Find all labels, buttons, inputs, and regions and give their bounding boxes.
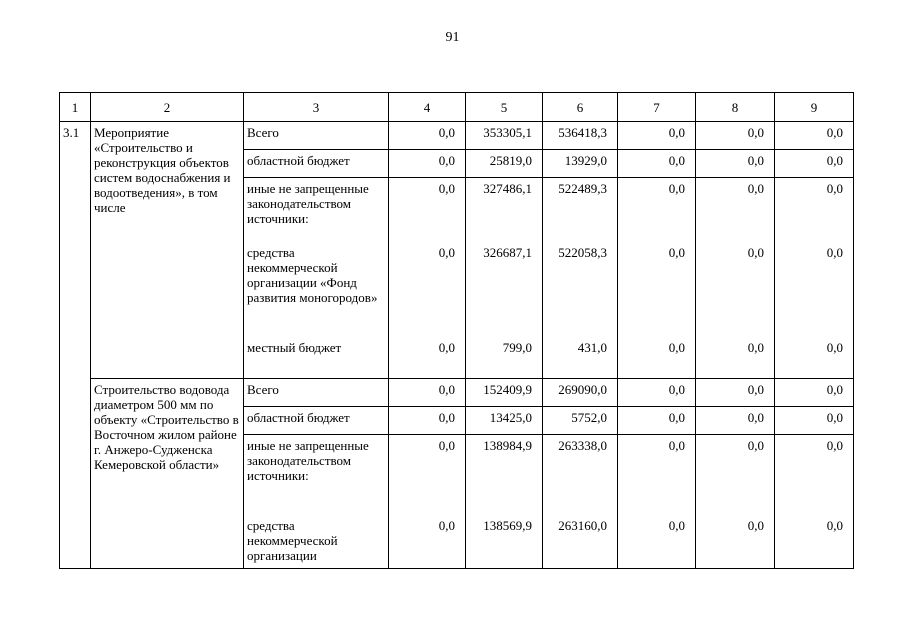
value-cell: 0,0 [696, 407, 775, 435]
value-cell: 0,0 [618, 407, 696, 435]
header-cell: 4 [389, 93, 466, 122]
measure-name: Мероприятие «Строительство и реконструкция объектов систем водоснабжения и водоотведения», в том числе [91, 122, 244, 379]
source-label: средства некоммерческой организации [244, 515, 389, 569]
value-cell: 431,0 [543, 337, 618, 379]
source-label: средства некоммерческой организации «Фонд развития моногородов» [244, 242, 389, 337]
value-cell: 0,0 [696, 379, 775, 407]
header-cell: 6 [543, 93, 618, 122]
value-cell: 5752,0 [543, 407, 618, 435]
value-cell: 536418,3 [543, 122, 618, 150]
value-cell: 0,0 [696, 515, 775, 569]
header-cell: 7 [618, 93, 696, 122]
source-label: Всего [244, 379, 389, 407]
value-cell: 0,0 [696, 242, 775, 337]
value-cell: 522058,3 [543, 242, 618, 337]
value-cell: 0,0 [389, 178, 466, 242]
source-label: областной бюджет [244, 150, 389, 178]
source-label: иные не запрещенные законодательством источники: [244, 178, 389, 242]
value-cell: 0,0 [775, 122, 854, 150]
source-label: областной бюджет [244, 407, 389, 435]
value-cell: 13929,0 [543, 150, 618, 178]
value-cell: 0,0 [389, 150, 466, 178]
value-cell: 326687,1 [466, 242, 543, 337]
value-cell: 353305,1 [466, 122, 543, 150]
header-cell: 1 [60, 93, 91, 122]
source-label: местный бюджет [244, 337, 389, 379]
table-row [60, 379, 854, 407]
value-cell: 0,0 [618, 379, 696, 407]
header-cell: 9 [775, 93, 854, 122]
header-cell: 5 [466, 93, 543, 122]
header-cell: 2 [91, 93, 244, 122]
value-cell: 263160,0 [543, 515, 618, 569]
value-cell: 0,0 [775, 150, 854, 178]
value-cell: 0,0 [618, 435, 696, 515]
budget-table [59, 92, 854, 569]
value-cell: 152409,9 [466, 379, 543, 407]
value-cell: 0,0 [389, 407, 466, 435]
value-cell: 0,0 [618, 150, 696, 178]
value-cell: 799,0 [466, 337, 543, 379]
value-cell: 0,0 [696, 435, 775, 515]
value-cell: 138569,9 [466, 515, 543, 569]
measure-name: Строительство водовода диаметром 500 мм по объекту «Строительство в Восточном жилом районе г. Анжеро-Судженска Кемеровской области» [91, 379, 244, 569]
value-cell: 0,0 [696, 122, 775, 150]
value-cell: 327486,1 [466, 178, 543, 242]
value-cell: 0,0 [389, 122, 466, 150]
value-cell: 0,0 [389, 435, 466, 515]
value-cell: 0,0 [775, 242, 854, 337]
value-cell: 0,0 [775, 515, 854, 569]
value-cell: 0,0 [775, 435, 854, 515]
value-cell: 0,0 [618, 515, 696, 569]
value-cell: 0,0 [618, 242, 696, 337]
value-cell: 0,0 [696, 337, 775, 379]
value-cell: 0,0 [389, 515, 466, 569]
value-cell: 0,0 [775, 407, 854, 435]
value-cell: 0,0 [775, 379, 854, 407]
value-cell: 0,0 [618, 122, 696, 150]
value-cell: 13425,0 [466, 407, 543, 435]
value-cell: 263338,0 [543, 435, 618, 515]
value-cell: 25819,0 [466, 150, 543, 178]
value-cell: 0,0 [389, 337, 466, 379]
value-cell: 0,0 [389, 242, 466, 337]
value-cell: 0,0 [775, 337, 854, 379]
value-cell: 0,0 [696, 150, 775, 178]
page-number: 91 [445, 30, 460, 45]
value-cell: 0,0 [696, 178, 775, 242]
header-cell: 3 [244, 93, 389, 122]
value-cell: 0,0 [389, 379, 466, 407]
value-cell: 522489,3 [543, 178, 618, 242]
header-cell: 8 [696, 93, 775, 122]
source-label: иные не запрещенные законодательством источники: [244, 435, 389, 515]
value-cell: 138984,9 [466, 435, 543, 515]
value-cell: 269090,0 [543, 379, 618, 407]
value-cell: 0,0 [618, 337, 696, 379]
source-label: Всего [244, 122, 389, 150]
value-cell: 0,0 [775, 178, 854, 242]
row-number: 3.1 [60, 122, 91, 569]
value-cell: 0,0 [618, 178, 696, 242]
table-row [60, 122, 854, 150]
header-row [60, 93, 854, 122]
